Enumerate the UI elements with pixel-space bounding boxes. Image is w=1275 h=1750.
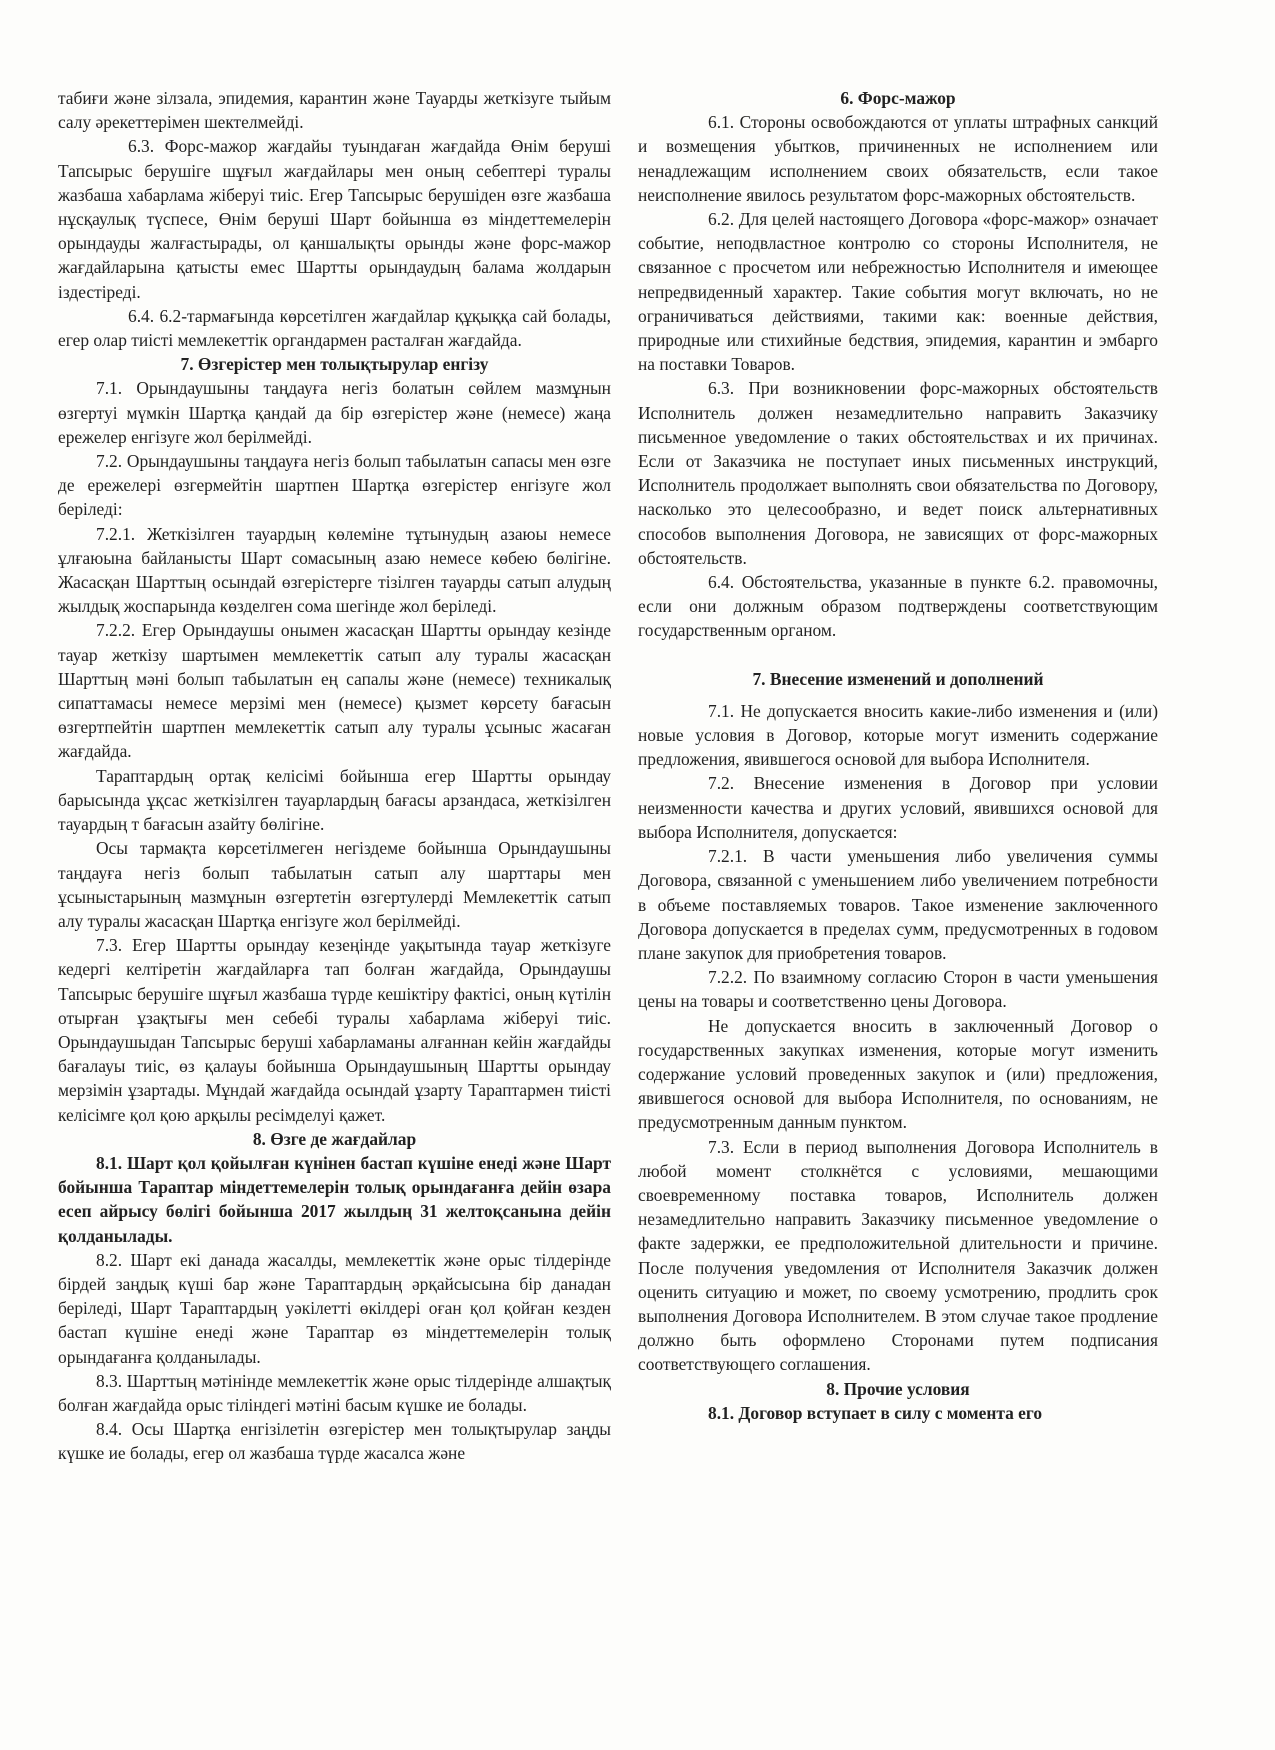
kazakh-column xyxy=(58,86,611,1466)
paragraph: табиғи және зілзала, эпидемия, карантин және Тауарды жеткізуге тыйым салу әрекеттерімен шектелмейді. xyxy=(58,88,611,133)
paragraph-6-2-ru: 6.2. Для целей настоящего Договора «форс-мажор» означает событие, неподвластное контролю со стороны Исполнителя, не связанное с просчетом или небрежностью Исполнителя и имеющее непредвиденный характер. Такие события могут включать, но не ограничиваться действиями, такими как: военные действия, природные или стихийные бедствия, эпидемия, карантин и эмбарго на поставки Товаров. xyxy=(638,209,1158,375)
paragraph-7-1-ru: 7.1. Не допускается вносить какие-либо изменения и (или) новые условия в Договор, которые могут изменить содержание предложения, явившегося основой для выбора Исполнителя. xyxy=(638,700,1158,770)
paragraph-7-2-1-ru: 7.2.1. В части уменьшения либо увеличения суммы Договора, связанной с уменьшением либо увеличением потребности в объеме поставляемых товаров. Такое изменение заключенного Договора допускается в пределах сумм, предусмотренных в годовом плане закупок для приобретения товаров. xyxy=(638,846,1158,963)
paragraph-7-2-2-kz: 7.2.2. Егер Орындаушы онымен жасасқан Шартты орындау кезінде тауар жеткізу шартымен мемлекеттік сатып алу туралы жасасқан Шарттың мәні болып табылатын ең сапалы және (немесе) техникалық сипаттамасы немесе мерзімі мен (немесе) қызмет көрсету бағасын өзгертпейтін шартпен мемлекеттік сатып алу туралы ұсыныс жасаған жағдайда. xyxy=(58,620,611,762)
paragraph-6-3-kz: 6.3. Форс-мажор жағдайы туындаған жағдайда Өнім беруші Тапсырыс берушіге шұғыл жағдайлары мен оның себептері туралы жазбаша хабарлама жіберуі тиіс. Егер Тапсырыс берушіден өзге жазбаша нұсқаулық түспесе, Өнім беруші Шарт бойынша өз міндеттемелерін орындауды жалғастырады, ол қаншалықты орынды және форс-мажор жағдайларына қатысты емес Шартты орындаудың балама жолдарын іздестіреді. xyxy=(58,136,611,302)
paragraph-6-4-kz: 6.4. 6.2-тармағында көрсетілген жағдайлар құқыққа сай болады, егер олар тиісті мемлекеттік органдармен расталған жағдайда. xyxy=(58,305,611,351)
paragraph-other-grounds-kz: Осы тармақта көрсетілмеген негіздеме бойынша Орындаушыны таңдауға негіз болып табылатын сатып алу шарттары мен ұсыныстарының мазмұнын өзгертетін өзгертулерді Мемлекеттік сатып алу туралы жасасқан Шартқа енгізуге жол берілмейді. xyxy=(58,838,611,931)
paragraph-7-2-1-kz: 7.2.1. Жеткізілген тауардың көлеміне тұтынудың азаюы немесе ұлғаюына байланысты Шарт сомасының азаю немесе көбею бөлігіне. Жасасқан Шарттың осындай өзгерістерге тізілген тауарды сатып алудың жылдық жоспарында көзделген сома шегінде жол беріледі. xyxy=(58,523,611,617)
section-heading-7-kz: 7. Өзгерістер мен толықтырулар енгізу xyxy=(180,354,489,375)
section-heading-7-ru: 7. Внесение изменений и дополнений xyxy=(752,668,1044,689)
paragraph-no-changes-ru: Не допускается вносить в заключенный Договор о государственных закупках изменения, которые могут изменить содержание условий проведенных закупок и (или) предложения, явившегося основой для выбора Исполнителя, по основаниям, не предусмотренным данным пунктом. xyxy=(638,1015,1158,1133)
paragraph-8-1-ru: 8.1. Договор вступает в силу с момента его xyxy=(708,1402,1043,1423)
paragraph-6-4-ru: 6.4. Обстоятельства, указанные в пункте 6.2. правомочны, если они должным образом подтверждены соответствующим государственным органом. xyxy=(638,572,1158,641)
russian-column xyxy=(638,86,1158,1425)
paragraph-8-1-kz: 8.1. Шарт қол қойылған күнінен бастап күшіне енеді және Шарт бойынша Тараптар міндеттемелерін толық орындағанға дейін өзара есеп айрысу бөлігі бойынша 2017 жылдың 31 желтоқсанына дейін қолданылады. xyxy=(58,1152,611,1246)
section-heading-6-ru: 6. Форс-мажор xyxy=(840,88,956,108)
paragraph-7-2-kz: 7.2. Орындаушыны таңдауға негіз болып табылатын сапасы мен өзге де ережелері өзгермейтін шартпен Шартқа өзгерістер енгізуге жол беріледі: xyxy=(58,451,611,520)
paragraph-7-3-kz: 7.3. Егер Шартты орындау кезеңінде уақытында тауар жеткізуге кедергі келтіретін жағдайларға тап болған жағдайда, Орындаушы Тапсырыс берушіге шұғыл жазбаша түрде кешіктіру фактісі, оның күтілін отырған ұзақтығы мен себебі туралы хабарлама жіберуі тиіс. Орындаушыдан Тапсырыс беруші хабарламаны алғаннан кейін жағдайды бағалауы тиіс, өз қалауы бойынша Орындаушының Шартты орындау мерзімін ұзартады. Мұндай жағдайда осындай ұзарту Тараптармен тиісті келісімге қол қою арқылы ресімделуі қажет. xyxy=(58,935,611,1125)
paragraph-8-4-kz: 8.4. Осы Шартқа енгізілетін өзгерістер мен толықтырулар заңды күшке ие болады, егер ол жазбаша түрде жасалса және xyxy=(58,1419,611,1464)
paragraph-8-2-kz: 8.2. Шарт екі данада жасалды, мемлекеттік және орыс тілдерінде бірдей заңдық күші бар және Тараптардың әрқайсысына бір данадан беріледі, Шарт Тараптардың уәкілетті өкілдері оған қол қойған кезден бастап күшіне енеді және Тараптар өз міндеттемелерін толық орындағанға қолданылады. xyxy=(58,1249,611,1367)
spacer xyxy=(638,643,1158,667)
paragraph-6-1-ru: 6.1. Стороны освобождаются от уплаты штрафных санкций и возмещения убытков, причиненных не исполнением или ненадлежащим исполнением своих обязательств, если такое неисполнение явилось результатом форс-мажорных обстоятельств. xyxy=(638,112,1158,205)
section-heading-8-ru: 8. Прочие условия xyxy=(826,1378,970,1399)
paragraph-agreement-kz: Тараптардың ортақ келісімі бойынша егер Шартты орындау барысында ұқсас жеткізілген тауарлардың бағасы арзандаса, жеткізілген тауардың т бағасын азайту бөлігіне. xyxy=(58,765,611,835)
spacer xyxy=(638,691,1158,699)
section-heading-8-kz: 8. Өзге де жағдайлар xyxy=(252,1128,417,1149)
paragraph-6-3-ru: 6.3. При возникновении форс-мажорных обстоятельств Исполнитель должен незамедлительно направить Заказчику письменное уведомление о таких обстоятельствах и их причинах. Если от Заказчика не поступает иных письменных инструкций, Исполнитель продолжает выполнять свои обязательства по Договору, насколько это целесообразно, и ведет поиск альтернативных способов выполнения Договора, не зависящих от форс-мажорных обстоятельств. xyxy=(638,378,1158,568)
paragraph-7-2-ru: 7.2. Внесение изменения в Договор при условии неизменности качества и других условий, явившихся основой для выбора Исполнителя, допускается: xyxy=(638,773,1158,842)
paragraph-8-3-kz: 8.3. Шарттың мәтінінде мемлекеттік және орыс тілдерінде алшақтық болған жағдайда орыс тіліндегі мәтіні басым күшке ие болады. xyxy=(58,1370,611,1415)
paragraph-7-1-kz: 7.1. Орындаушыны таңдауға негіз болатын сөйлем мазмұнын өзгертуі мүмкін Шартқа қандай да бір өзгерістер және (немесе) жаңа ережелер енгізуге жол берілмейді. xyxy=(58,378,611,447)
paragraph-7-3-ru: 7.3. Если в период выполнения Договора Исполнитель в любой момент столкнётся с условиями, мешающими своевременному поставка товаров, Исполнитель должен незамедлительно направить Заказчику письменное уведомление о факте задержки, ее предположительной длительности и причине. После получения уведомления от Исполнителя Заказчик должен оценить ситуацию и может, по своему усмотрению, продлить срок выполнения Договора Исполнителем. В этом случае такое продление должно быть оформлено Сторонами путем подписания соответствующего соглашения. xyxy=(638,1136,1158,1375)
paragraph-7-2-2-ru: 7.2.2. По взаимному согласию Сторон в части уменьшения цены на товары и соответственно цены Договора. xyxy=(638,967,1158,1012)
